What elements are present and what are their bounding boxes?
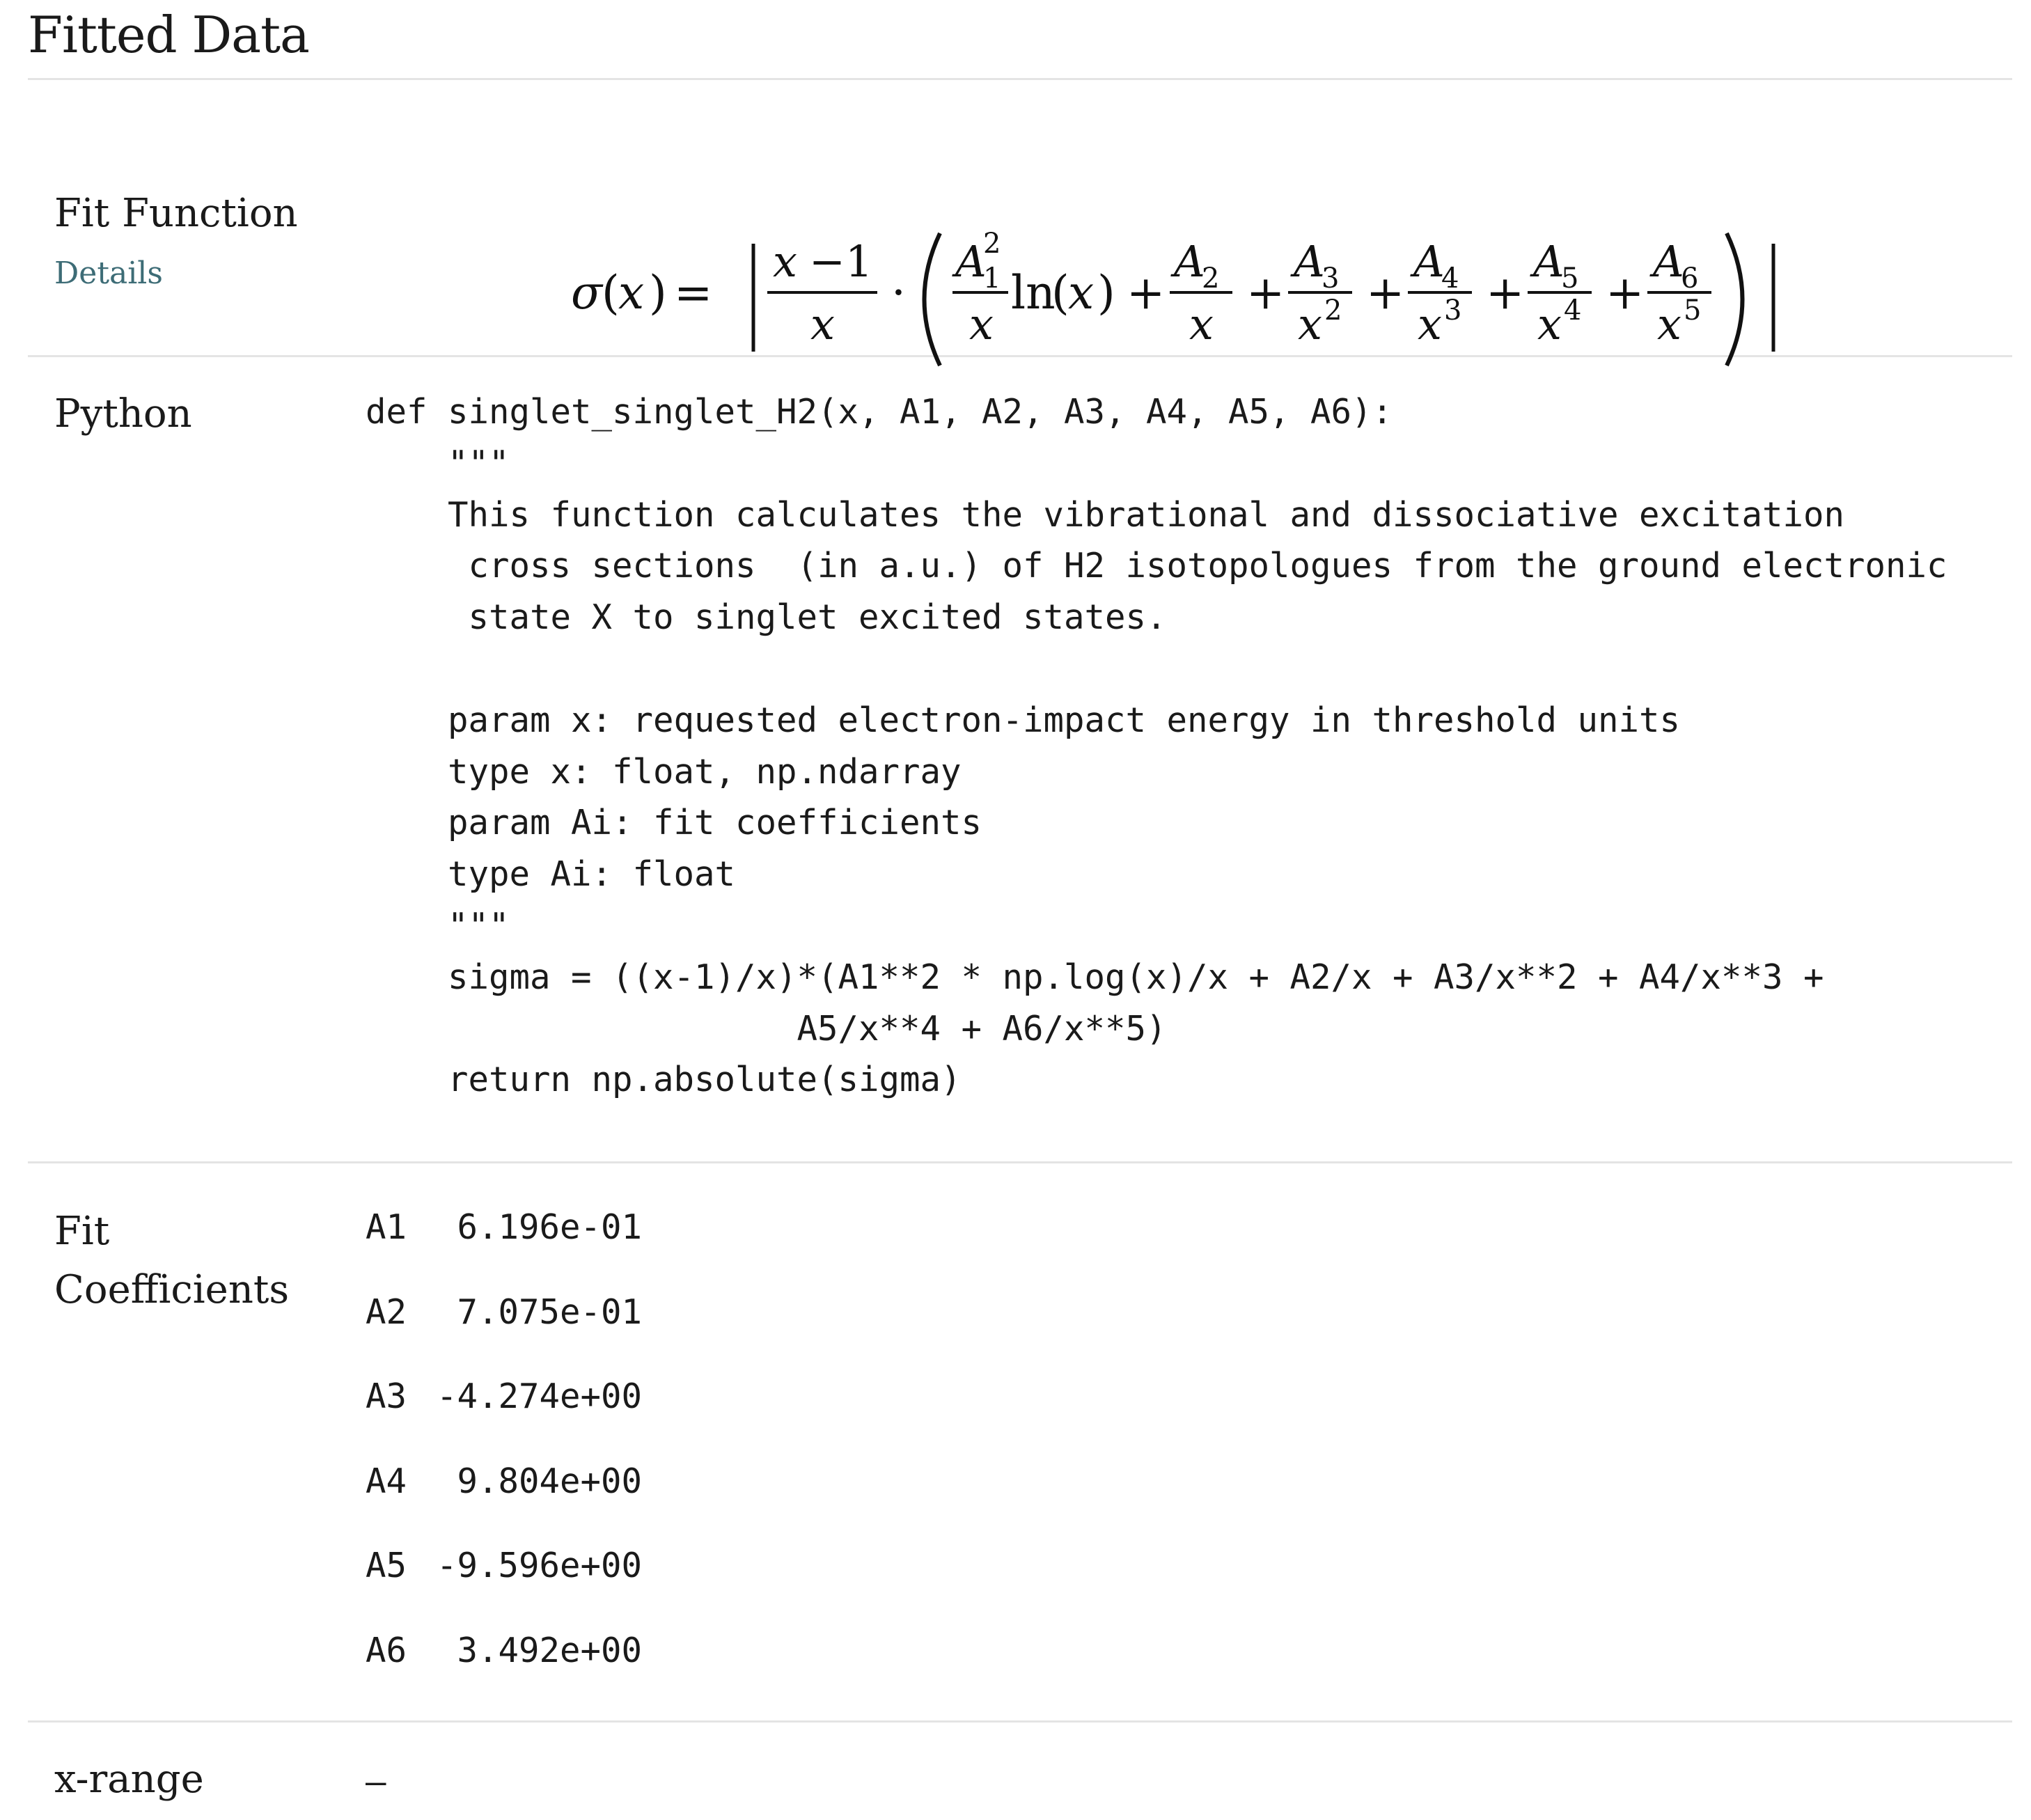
term3-sub: 3 [1322,262,1340,295]
term6-sub: 6 [1681,262,1699,295]
formula-equals: = [674,266,713,320]
coefficient-value: 6.196e-01 [437,1207,643,1247]
coefficient-row-a1 [366,1207,783,1292]
term6-den-x: x [1657,299,1681,350]
term5-A: A [1533,236,1565,287]
big-rparen [1727,233,1743,366]
python-code-block [366,386,1947,1106]
term5-den-x: x [1537,299,1562,350]
term1-lparen: ( [1051,266,1069,320]
formula-term1 [952,228,1115,350]
formula-sigma: σ [571,266,603,320]
term6-A: A [1653,236,1684,287]
term1-den-x: x [969,299,994,350]
coefficient-row-a6 [366,1630,783,1715]
coefficient-name: A2 [366,1292,407,1332]
coefficient-value: 3.492e+00 [437,1630,643,1670]
plus-2: + [1246,266,1285,320]
code-line: This function calculates the vibrational and dissociative excitation [366,494,1845,535]
coefficient-name: A6 [366,1630,407,1670]
x-range-value: – [366,1762,386,1802]
coefficient-name: A4 [366,1461,407,1501]
fitted-data-page [28,0,2012,1820]
coefficient-value: 7.075e-01 [437,1292,643,1332]
term4-A: A [1413,236,1445,287]
code-line: type x: float, np.ndarray [366,751,962,792]
code-line: sigma = ((x-1)/x)*(A1**2 * np.log(x)/x + A2/x + A3/x**2 + A4/x**3 + [366,957,1824,997]
frac1-num-minus: − [809,236,845,287]
code-line: """ [366,443,510,483]
term4-exp: 3 [1444,295,1462,327]
formula-fraction-xm1 [767,236,877,350]
plus-5: + [1606,266,1645,320]
plus-3: + [1366,266,1405,320]
code-line: param x: requested electron-impact energy in threshold units [366,700,1681,740]
coefficient-name: A1 [366,1207,407,1247]
code-line: def singlet_singlet_H2(x, A1, A2, A3, A4, A5, A6): [366,392,1393,432]
formula-lparen: ( [602,266,620,320]
formula-term4 [1408,236,1472,350]
formula-x: x [618,266,645,320]
code-line: param Ai: fit coefficients [366,803,982,843]
term2-sub: 2 [1202,262,1220,295]
term1-A: A [955,236,987,287]
formula-lhs [571,266,712,320]
term1-x: x [1068,266,1095,320]
term3-den-x: x [1298,299,1322,350]
plus-4: + [1486,266,1525,320]
term5-sub: 5 [1561,262,1579,295]
coefficient-row-a4 [366,1461,783,1546]
term1-exp: 2 [983,228,1001,260]
formula-rparen: ) [649,266,667,320]
term2-A: A [1174,236,1205,287]
code-line: type Ai: float [366,854,736,895]
coefficient-value: 9.804e+00 [437,1461,643,1501]
formula-term3 [1288,236,1352,350]
coefficient-row-a5 [366,1545,783,1630]
term1-ln: ln [1011,266,1056,320]
coefficient-value: -9.596e+00 [437,1546,643,1585]
formula-cdot: · [891,266,906,320]
coefficient-value: -4.274e+00 [437,1376,643,1416]
term5-exp: 4 [1564,295,1582,327]
frac1-num-one: 1 [845,236,873,287]
term4-den-x: x [1418,299,1442,350]
code-line: state X to singlet excited states. [366,597,1167,638]
fit-function-label: Fit Function [54,191,298,236]
x-range-label: x-range [54,1757,204,1802]
page-title: Fitted Data [28,6,309,64]
fit-function-formula [571,226,1810,372]
formula-term5 [1528,236,1592,350]
coefficient-row-a2 [366,1292,783,1376]
big-lparen [925,233,941,366]
code-line: """ [366,905,510,946]
python-label: Python [54,391,192,437]
coefficient-list [366,1207,783,1714]
term4-sub: 4 [1441,262,1459,295]
coefficient-name: A5 [366,1546,407,1585]
fit-function-row [28,80,2012,355]
fit-coefficients-label-line2: Coefficients [54,1267,290,1312]
python-row [28,357,2012,1161]
fit-coefficients-row [28,1163,2012,1720]
frac1-num-x: x [773,236,797,287]
fit-coefficients-label [54,1202,289,1319]
term1-sub: 1 [983,262,1001,295]
x-range-row [28,1723,2012,1820]
term3-exp: 2 [1324,295,1342,327]
coefficient-row-a3 [366,1376,783,1461]
formula-term2 [1170,236,1232,350]
details-link[interactable]: Details [54,256,163,291]
coefficient-name: A3 [366,1376,407,1416]
code-line: return np.absolute(sigma) [366,1060,962,1100]
plus-1: + [1127,266,1166,320]
fit-coefficients-label-line1: Fit [54,1209,110,1254]
term2-den-x: x [1189,299,1214,350]
code-line: A5/x**4 + A6/x**5) [366,1008,1167,1049]
code-line: cross sections (in a.u.) of H2 isotopologues from the ground electronic [366,546,1947,586]
frac1-den-x: x [810,299,835,350]
term3-A: A [1294,236,1325,287]
term6-exp: 5 [1684,295,1702,327]
formula-term6 [1647,236,1711,350]
term1-rparen: ) [1097,266,1115,320]
